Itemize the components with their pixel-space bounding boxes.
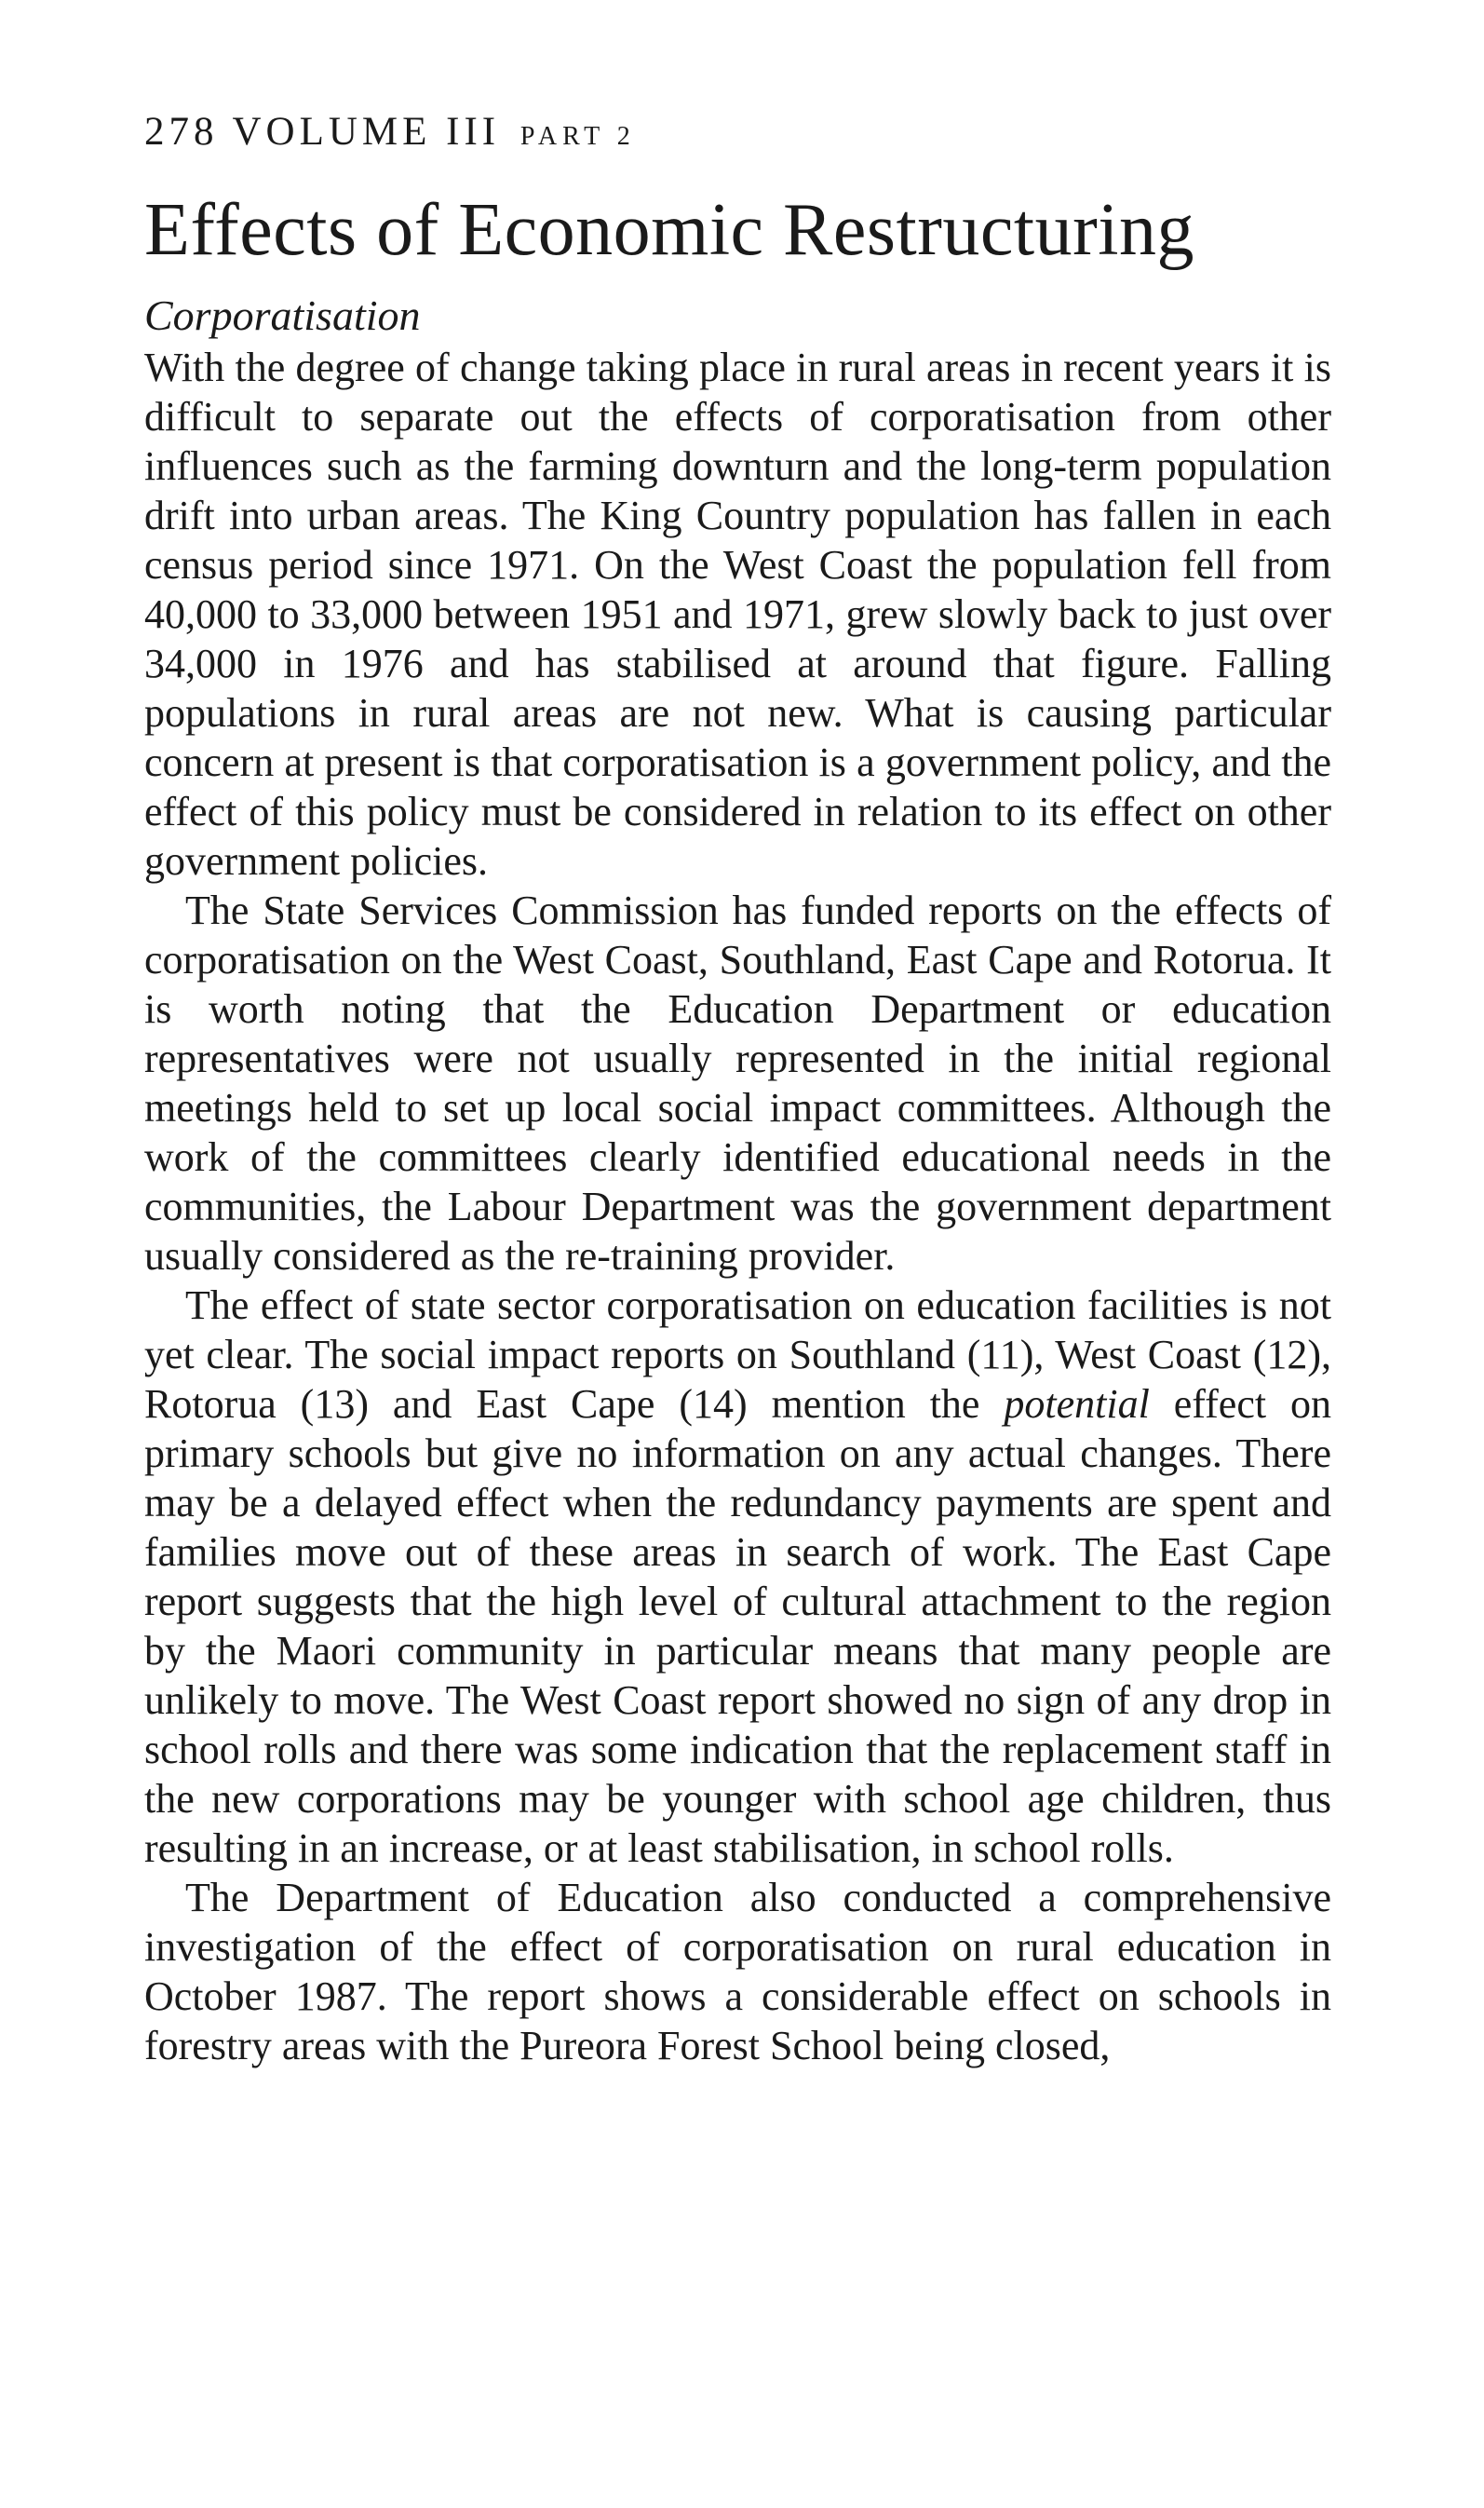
part-label: PART 2 xyxy=(519,122,636,151)
volume-label: VOLUME III xyxy=(232,110,501,154)
page-number: 278 xyxy=(144,110,219,154)
paragraph-4: The Department of Education also conducted a comprehensive investigation of the effect of corporatisation on rural education in October 1987. The report shows a considerable effect on schools in forestry areas with the Pureora Forest School being closed, xyxy=(144,1874,1331,2068)
running-head xyxy=(144,112,1331,152)
paragraph-3-emphasis: potential xyxy=(1004,1380,1150,1427)
paragraph-3-part-2: effect on primary schools but give no information on any actual changes. There may be a delayed effect when the redundancy payments are spent and families move out of these areas in search of work. The East Cape report suggests that the high level of cultural attachment to the region by the Maori community in particular means that many people are unlikely to move. The West Coast report showed no sign of any drop in school rolls and there was some indication that the replacement staff in the new corporations may be younger with school age children, thus resulting in an increase, or at least stabilisation, in school rolls. xyxy=(144,1380,1331,1871)
section-heading: Corporatisation xyxy=(144,291,421,339)
paragraph-3-part-1: The effect of state sector corporatisation on education facilities is not yet clear. The social impact reports on Southland (11), West Coast (12), Rotorua (13) and East Cape (14) mention the xyxy=(144,1281,1331,1427)
page-title: Effects of Economic Restructuring xyxy=(144,189,1195,271)
paragraph-3 xyxy=(144,1281,1331,1873)
page xyxy=(144,112,1331,2070)
paragraph-1: With the degree of change taking place in rural areas in recent years it is difficult to separate out the effects of corporatisation from other influences such as the farming downturn and the long-term population drift into urban areas. The King Country population has fallen in each census period since 1971. On the West Coast the population fell from 40,000 to 33,000 between 1951 and 1971, grew slowly back to just over 34,000 in 1976 and has stabilised at around that figure. Falling populations in rural areas are not new. What is causing particular concern at present is that corporatisation is a government policy, and the effect of this policy must be considered in relation to its effect on other government policies. xyxy=(144,344,1331,884)
paragraph-2: The State Services Commission has funded reports on the effects of corporatisation on the West Coast, Southland, East Cape and Rotorua. It is worth noting that the Education Department or education representatives were not usually represented in the initial regional meetings held to set up local social impact committees. Although the work of the committees clearly identified educational needs in the communities, the Labour Department was the government department usually considered as the re-training provider. xyxy=(144,887,1331,1279)
